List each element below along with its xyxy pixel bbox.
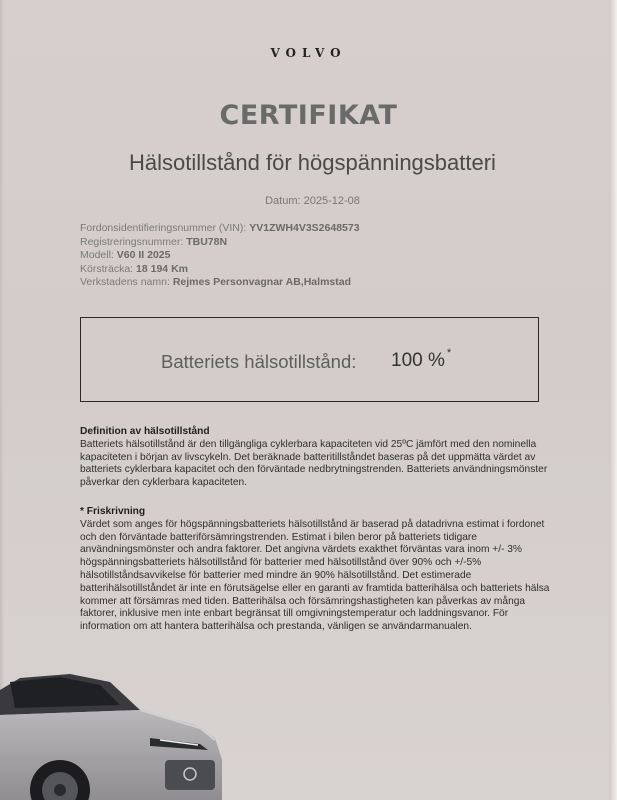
disclaimer-section bbox=[80, 506, 555, 634]
vin-value: YV1ZWH4V3S2648573 bbox=[249, 222, 360, 234]
volvo-logo: VOLVO bbox=[270, 46, 347, 60]
vehicle-info bbox=[80, 222, 560, 290]
vin-row bbox=[80, 222, 560, 236]
vin-label: Fordonsidentifieringsnummer (VIN): bbox=[80, 222, 247, 234]
battery-health-percent: 100 % bbox=[391, 350, 445, 371]
workshop-label: Verkstadens namn: bbox=[80, 276, 170, 288]
car-illustration bbox=[0, 660, 240, 800]
workshop-value: Rejmes Personvagnar AB,Halmstad bbox=[172, 276, 351, 288]
certificate-subtitle: Hälsotillstånd för högspänningsbatteri bbox=[129, 150, 496, 175]
mileage-label: Körsträcka: bbox=[80, 262, 134, 275]
definition-heading: Definition av hälsotillstånd bbox=[80, 426, 210, 437]
mileage-row bbox=[80, 263, 560, 277]
registration-row bbox=[80, 236, 560, 250]
definition-section bbox=[80, 426, 555, 490]
battery-health-label: Batteriets hälsotillstånd: bbox=[161, 351, 357, 372]
battery-health-value bbox=[391, 347, 452, 372]
mileage-value: 18 194 Km bbox=[136, 262, 188, 275]
battery-health-box bbox=[80, 317, 539, 402]
workshop-row bbox=[80, 276, 560, 290]
disclaimer-heading: * Friskrivning bbox=[80, 506, 146, 517]
registration-value: TBU78N bbox=[186, 235, 228, 248]
model-label: Modell: bbox=[80, 249, 114, 261]
model-value: V60 II 2025 bbox=[116, 249, 171, 261]
model-row bbox=[80, 249, 560, 263]
certificate-title: CERTIFIKAT bbox=[219, 100, 398, 131]
certificate-date: Datum: 2025-12-08 bbox=[265, 195, 360, 207]
disclaimer-text: Värdet som anges för högspänningsbatteriets hälsotillstånd är baserad på datadrivna estimat i fordonet och den förväntade batteriförsämringstrenden. Estimat i bilen beror på batteriets tidigare användningsmönster och andra faktorer. Det angivna värdets exakthet förväntas vara inom +/- 3% högspänningsbatteriets hälsotillstånd för batterier med hälsotillstånd över 90% och +/-5% hälsotillståndsavvikelse för batterier med mindre än 90% hälsotillstånd. Det estimerade batterihälsotillståndet är inte en förutsägelse eller en garanti av framtida batterihälsa och batteriets hälsa kommer att försämras med tiden. Batterihälsa och försämringshastigheten kan påverkas av många faktorer, inklusive men inte enbart begränsat till omgivningstemperatur och laddningsvanor. För information om att hantera batterihälsa och prestanda, vänligen se användarmanualen. bbox=[80, 518, 550, 633]
registration-label: Registreringsnummer: bbox=[80, 235, 184, 248]
definition-text: Batteriets hälsotillstånd är den tillgängliga cyklerbara kapaciteten vid 25ºC jämfört med den nominella kapaciteten i början av livscykeln. Det beräknade batteritillståndet baseras på det uppmätta värdet av batteriets cyklerbara kapacitet och den förväntade nedbrytningstrenden. Batteriets användningsmönster påverkar den cyklerbara kapaciteten. bbox=[80, 438, 548, 489]
footnote-star: * bbox=[446, 347, 452, 359]
